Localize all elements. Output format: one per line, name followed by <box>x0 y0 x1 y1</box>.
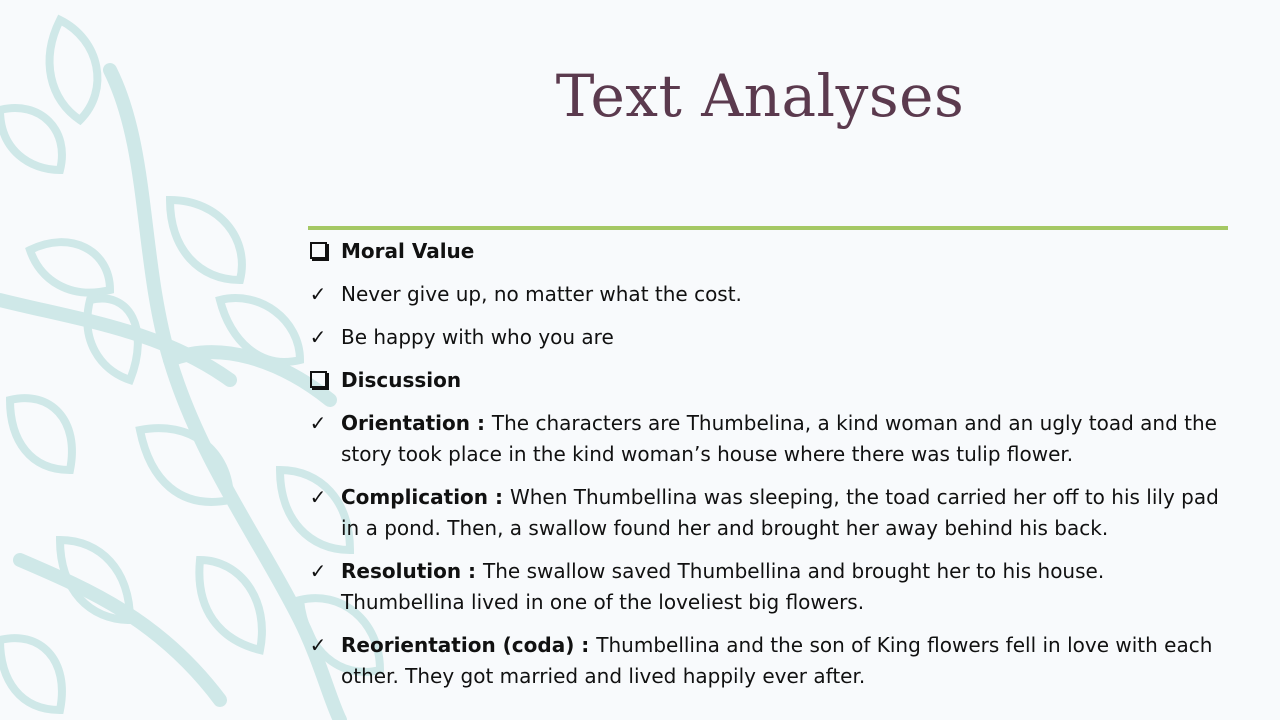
checkmark-icon: ✓ <box>309 485 327 509</box>
item-text: The swallow saved Thumbellina and brought her to his house. Thumbellina lived in one of the loveliest big flowers. <box>341 559 1105 614</box>
section-heading-text: Moral Value <box>341 239 475 263</box>
item-label: Orientation : <box>341 411 492 435</box>
title-divider <box>308 226 1228 230</box>
item-text: When Thumbellina was sleeping, the toad carried her off to his lily pad in a pond. Then, a swallow found her and brought her away behind his back. <box>341 485 1219 540</box>
slide-content <box>306 236 1224 704</box>
item-label: Reorientation (coda) : <box>341 633 597 657</box>
list-item-complication <box>306 482 1224 544</box>
item-text: The characters are Thumbelina, a kind woman and an ugly toad and the story took place in the kind woman’s house where there was tulip flower. <box>341 411 1217 466</box>
item-text: Thumbellina and the son of King flowers fell in love with each other. They got married and lived happily ever after. <box>341 633 1213 688</box>
page-title: Text Analyses <box>555 62 965 130</box>
list-item <box>306 322 1224 353</box>
checkbox-bullet-icon <box>310 242 327 259</box>
list-item-resolution <box>306 556 1224 618</box>
item-label: Resolution : <box>341 559 484 583</box>
checkbox-bullet-icon <box>310 371 327 388</box>
checkmark-icon: ✓ <box>309 559 327 583</box>
checkmark-icon: ✓ <box>309 633 327 657</box>
checkmark-icon: ✓ <box>309 282 327 306</box>
item-text: Never give up, no matter what the cost. <box>341 282 742 306</box>
checkmark-icon: ✓ <box>309 411 327 435</box>
section-heading-text: Discussion <box>341 368 462 392</box>
section-heading-discussion <box>306 365 1224 396</box>
list-item <box>306 279 1224 310</box>
list-item-orientation <box>306 408 1224 470</box>
checkmark-icon: ✓ <box>309 325 327 349</box>
list-item-reorientation <box>306 630 1224 692</box>
item-text: Be happy with who you are <box>341 325 614 349</box>
item-label: Complication : <box>341 485 510 509</box>
section-heading-moral-value <box>306 236 1224 267</box>
